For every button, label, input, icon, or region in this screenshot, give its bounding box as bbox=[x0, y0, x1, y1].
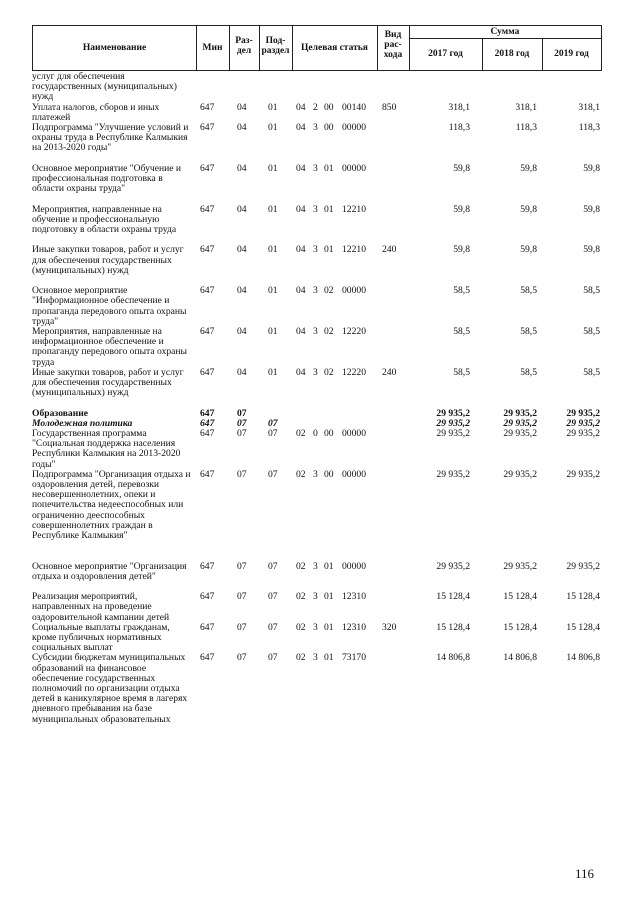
cell-c3: 00 bbox=[324, 427, 334, 439]
cell-c4: 00000 bbox=[342, 560, 366, 572]
cell-c4: 00000 bbox=[342, 427, 366, 439]
cell-rz: 07 bbox=[237, 427, 247, 439]
cell-min: 647 bbox=[200, 101, 215, 113]
cell-s2017: 118,3 bbox=[448, 121, 470, 133]
row-name: Иные закупки товаров, работ и услуг для обеспечения государственных (муниципальных) нужд bbox=[32, 244, 184, 276]
cell-c2: 3 bbox=[313, 285, 318, 297]
page-number: 116 bbox=[575, 866, 595, 881]
cell-c3: 01 bbox=[324, 621, 334, 633]
cell-s2017: 15 128,4 bbox=[436, 621, 470, 633]
table-row bbox=[32, 164, 602, 205]
cell-s2019: 58,5 bbox=[583, 325, 600, 337]
cell-s2018: 59,8 bbox=[520, 162, 537, 174]
cell-min: 647 bbox=[200, 621, 215, 633]
table-row bbox=[32, 623, 602, 654]
cell-c1: 04 bbox=[296, 366, 306, 378]
header-razdel: Раз- дел bbox=[235, 36, 253, 56]
cell-c2: 3 bbox=[313, 468, 318, 480]
cell-c4: 12220 bbox=[342, 366, 366, 378]
cell-c3: 02 bbox=[324, 366, 334, 378]
cell-c3: 02 bbox=[324, 285, 334, 297]
table-row bbox=[32, 653, 602, 745]
cell-c2: 3 bbox=[313, 244, 318, 256]
cell-c3: 01 bbox=[324, 203, 334, 215]
cell-min: 647 bbox=[200, 203, 215, 215]
cell-c4: 73170 bbox=[342, 652, 366, 664]
cell-min: 647 bbox=[200, 652, 215, 664]
cell-c3: 02 bbox=[324, 325, 334, 337]
cell-c1: 02 bbox=[296, 468, 306, 480]
cell-min: 647 bbox=[200, 427, 215, 439]
cell-rz: 04 bbox=[237, 101, 247, 113]
row-name: Основное мероприятие "Обучение и профессиональная подготовка в области охраны труда" bbox=[32, 162, 182, 195]
cell-s2018: 29 935,2 bbox=[503, 417, 537, 429]
cell-s2017: 58,5 bbox=[453, 366, 470, 378]
cell-c1: 04 bbox=[296, 325, 306, 337]
cell-c2: 0 bbox=[313, 427, 318, 439]
cell-c1: 04 bbox=[296, 203, 306, 215]
row-name: Основное мероприятие "Информационное обеспечение и пропаганда передового опыта охраны труда" bbox=[32, 285, 187, 327]
table-row bbox=[32, 245, 602, 286]
cell-s2017: 14 806,8 bbox=[436, 652, 470, 664]
cell-s2017: 29 935,2 bbox=[436, 417, 470, 429]
cell-s2019: 29 935,2 bbox=[566, 407, 600, 419]
row-name: Мероприятия, направленные на обучение и профессиональную подготовку в области охраны труда bbox=[32, 203, 177, 235]
cell-c2: 2 bbox=[313, 101, 318, 113]
cell-c1: 04 bbox=[296, 101, 306, 113]
table-row bbox=[32, 123, 602, 164]
cell-min: 647 bbox=[200, 121, 215, 133]
cell-rz: 04 bbox=[237, 366, 247, 378]
cell-c4: 12210 bbox=[342, 244, 366, 256]
cell-s2018: 29 935,2 bbox=[503, 427, 537, 439]
cell-s2019: 29 935,2 bbox=[566, 427, 600, 439]
cell-rz: 07 bbox=[237, 591, 247, 603]
row-name: Молодежная политика bbox=[32, 417, 133, 429]
header-podrazdel: Под- раздел bbox=[261, 36, 290, 56]
row-name: Государственная программа "Социальная поддержка населения Республики Калмыкия на 2013-2020 годы" bbox=[32, 427, 181, 470]
cell-c3: 00 bbox=[324, 468, 334, 480]
cell-min: 647 bbox=[200, 244, 215, 256]
cell-rz: 04 bbox=[237, 203, 247, 215]
cell-pr: 01 bbox=[268, 203, 278, 215]
cell-s2017: 59,8 bbox=[453, 244, 470, 256]
cell-s2019: 118,3 bbox=[578, 121, 600, 133]
cell-pr: 01 bbox=[268, 285, 278, 297]
cell-c3: 01 bbox=[324, 244, 334, 256]
cell-c4: 00000 bbox=[342, 121, 366, 133]
cell-s2019: 15 128,4 bbox=[566, 621, 600, 633]
row-name: Субсидии бюджетам муниципальных образований на финансовое обеспечение государственных полномочий по организации отдыха детей в каникулярное время в лагерях дневного пребывания на базе муниципальных образовательных bbox=[32, 652, 188, 725]
cell-pr: 07 bbox=[268, 560, 278, 572]
cell-s2018: 118,3 bbox=[515, 121, 537, 133]
cell-s2018: 29 935,2 bbox=[503, 560, 537, 572]
cell-rz: 07 bbox=[237, 621, 247, 633]
table-row bbox=[32, 103, 602, 123]
cell-pr: 01 bbox=[268, 101, 278, 113]
cell-c1: 04 bbox=[296, 121, 306, 133]
cell-pr: 07 bbox=[268, 468, 278, 480]
cell-vid: 320 bbox=[382, 621, 397, 633]
row-name: Образование bbox=[32, 407, 89, 419]
cell-min: 647 bbox=[200, 407, 215, 419]
cell-s2017: 29 935,2 bbox=[436, 427, 470, 439]
cell-c1: 02 bbox=[296, 621, 306, 633]
row-name: Реализация мероприятий, направленных на проведение оздоровительной кампании детей bbox=[32, 591, 170, 623]
cell-rz: 07 bbox=[237, 407, 247, 419]
cell-s2017: 29 935,2 bbox=[436, 407, 470, 419]
cell-c4: 12220 bbox=[342, 325, 366, 337]
cell-min: 647 bbox=[200, 162, 215, 174]
table-row bbox=[32, 368, 602, 409]
cell-s2018: 15 128,4 bbox=[503, 591, 537, 603]
table-header bbox=[32, 25, 602, 71]
table-row bbox=[32, 470, 602, 562]
cell-min: 647 bbox=[200, 417, 215, 429]
cell-s2019: 318,1 bbox=[578, 101, 600, 113]
cell-s2019: 59,8 bbox=[583, 203, 600, 215]
cell-c4: 00000 bbox=[342, 468, 366, 480]
cell-rz: 04 bbox=[237, 325, 247, 337]
cell-min: 647 bbox=[200, 468, 215, 480]
row-name: Уплата налогов, сборов и иных платежей bbox=[32, 101, 160, 123]
cell-pr: 01 bbox=[268, 325, 278, 337]
cell-c2: 3 bbox=[313, 325, 318, 337]
cell-rz: 07 bbox=[237, 417, 247, 429]
table-body bbox=[32, 72, 602, 745]
cell-c2: 3 bbox=[313, 652, 318, 664]
row-name: Социальные выплаты гражданам, кроме публичных нормативных социальных выплат bbox=[32, 621, 170, 654]
cell-c4: 12310 bbox=[342, 621, 366, 633]
cell-c3: 01 bbox=[324, 591, 334, 603]
cell-rz: 07 bbox=[237, 652, 247, 664]
cell-c1: 02 bbox=[296, 560, 306, 572]
cell-pr: 07 bbox=[268, 652, 278, 664]
cell-c4: 00140 bbox=[342, 101, 366, 113]
cell-c3: 01 bbox=[324, 162, 334, 174]
header-2017: 2017 год bbox=[428, 49, 463, 59]
cell-s2019: 14 806,8 bbox=[566, 652, 600, 664]
row-name: Подпрограмма "Организация отдыха и оздоровления детей, перевозки несовершеннолетних, опеки и попечительства недееспособных или ограниченно дееспособных совершеннолетних граждан в Республике Калмыкия" bbox=[32, 468, 191, 541]
cell-s2018: 59,8 bbox=[520, 244, 537, 256]
row-name: Иные закупки товаров, работ и услуг для обеспечения государственных (муниципальных) нужд bbox=[32, 366, 184, 399]
cell-c2: 3 bbox=[313, 121, 318, 133]
cell-s2019: 59,8 bbox=[583, 244, 600, 256]
table-row bbox=[32, 562, 602, 593]
table-row bbox=[32, 327, 602, 368]
table-row bbox=[32, 429, 602, 470]
cell-s2017: 318,1 bbox=[448, 101, 470, 113]
cell-c3: 01 bbox=[324, 652, 334, 664]
cell-c2: 3 bbox=[313, 591, 318, 603]
cell-s2017: 58,5 bbox=[453, 285, 470, 297]
cell-s2017: 15 128,4 bbox=[436, 591, 470, 603]
cell-pr: 01 bbox=[268, 121, 278, 133]
header-min: Мин bbox=[202, 43, 223, 53]
cell-c1: 02 bbox=[296, 591, 306, 603]
table-row bbox=[32, 592, 602, 623]
cell-vid: 240 bbox=[382, 366, 397, 378]
cell-s2018: 318,1 bbox=[515, 101, 537, 113]
cell-c1: 02 bbox=[296, 652, 306, 664]
table-row bbox=[32, 205, 602, 246]
header-summa: Сумма bbox=[490, 27, 520, 37]
header-vid: Вид рас- хода bbox=[383, 30, 403, 60]
cell-s2018: 29 935,2 bbox=[503, 468, 537, 480]
cell-min: 647 bbox=[200, 366, 215, 378]
cell-rz: 07 bbox=[237, 560, 247, 572]
cell-min: 647 bbox=[200, 560, 215, 572]
cell-c1: 04 bbox=[296, 285, 306, 297]
cell-pr: 07 bbox=[268, 591, 278, 603]
cell-pr: 01 bbox=[268, 366, 278, 378]
table-row bbox=[32, 72, 602, 103]
cell-c2: 3 bbox=[313, 162, 318, 174]
cell-s2019: 59,8 bbox=[583, 162, 600, 174]
cell-vid: 850 bbox=[382, 101, 397, 113]
cell-c1: 04 bbox=[296, 162, 306, 174]
cell-s2019: 29 935,2 bbox=[566, 417, 600, 429]
row-name: Основное мероприятие "Организация отдыха и оздоровления детей" bbox=[32, 560, 187, 582]
cell-pr: 01 bbox=[268, 162, 278, 174]
cell-c4: 12210 bbox=[342, 203, 366, 215]
cell-s2017: 29 935,2 bbox=[436, 468, 470, 480]
cell-c2: 3 bbox=[313, 203, 318, 215]
cell-rz: 04 bbox=[237, 121, 247, 133]
cell-s2018: 15 128,4 bbox=[503, 621, 537, 633]
cell-s2017: 29 935,2 bbox=[436, 560, 470, 572]
cell-s2017: 59,8 bbox=[453, 203, 470, 215]
cell-c4: 12310 bbox=[342, 591, 366, 603]
table-row bbox=[32, 286, 602, 327]
cell-pr: 07 bbox=[268, 417, 278, 429]
cell-s2018: 14 806,8 bbox=[503, 652, 537, 664]
cell-rz: 07 bbox=[237, 468, 247, 480]
cell-c4: 00000 bbox=[342, 285, 366, 297]
cell-s2017: 58,5 bbox=[453, 325, 470, 337]
cell-rz: 04 bbox=[237, 244, 247, 256]
cell-min: 647 bbox=[200, 325, 215, 337]
cell-c3: 00 bbox=[324, 101, 334, 113]
cell-vid: 240 bbox=[382, 244, 397, 256]
cell-c2: 3 bbox=[313, 621, 318, 633]
cell-c2: 3 bbox=[313, 366, 318, 378]
row-name: услуг для обеспечения государственных (муниципальных) нужд bbox=[32, 71, 177, 103]
cell-c2: 3 bbox=[313, 560, 318, 572]
cell-s2018: 58,5 bbox=[520, 366, 537, 378]
header-target: Целевая статья bbox=[301, 43, 368, 53]
cell-s2018: 59,8 bbox=[520, 203, 537, 215]
cell-rz: 04 bbox=[237, 162, 247, 174]
cell-min: 647 bbox=[200, 285, 215, 297]
cell-s2018: 29 935,2 bbox=[503, 407, 537, 419]
cell-pr: 07 bbox=[268, 621, 278, 633]
cell-s2018: 58,5 bbox=[520, 285, 537, 297]
row-name: Подпрограмма "Улучшение условий и охраны труда в Республике Калмыкия на 2013-2020 годы" bbox=[32, 121, 189, 154]
cell-c4: 00000 bbox=[342, 162, 366, 174]
cell-rz: 04 bbox=[237, 285, 247, 297]
cell-s2018: 58,5 bbox=[520, 325, 537, 337]
cell-c3: 01 bbox=[324, 560, 334, 572]
cell-s2019: 29 935,2 bbox=[566, 468, 600, 480]
cell-s2019: 15 128,4 bbox=[566, 591, 600, 603]
cell-s2019: 58,5 bbox=[583, 366, 600, 378]
header-2018: 2018 год bbox=[494, 49, 530, 59]
row-name: Мероприятия, направленные на информационное обеспечение и пропаганду передового опыта охраны труда bbox=[32, 325, 188, 368]
cell-c3: 00 bbox=[324, 121, 334, 133]
cell-s2017: 59,8 bbox=[453, 162, 470, 174]
cell-min: 647 bbox=[200, 591, 215, 603]
cell-pr: 01 bbox=[268, 244, 278, 256]
header-name: Наименование bbox=[82, 43, 147, 53]
cell-s2019: 29 935,2 bbox=[566, 560, 600, 572]
cell-c1: 04 bbox=[296, 244, 306, 256]
cell-c1: 02 bbox=[296, 427, 306, 439]
header-2019: 2019 год bbox=[554, 49, 589, 59]
cell-s2019: 58,5 bbox=[583, 285, 600, 297]
cell-pr: 07 bbox=[268, 427, 278, 439]
